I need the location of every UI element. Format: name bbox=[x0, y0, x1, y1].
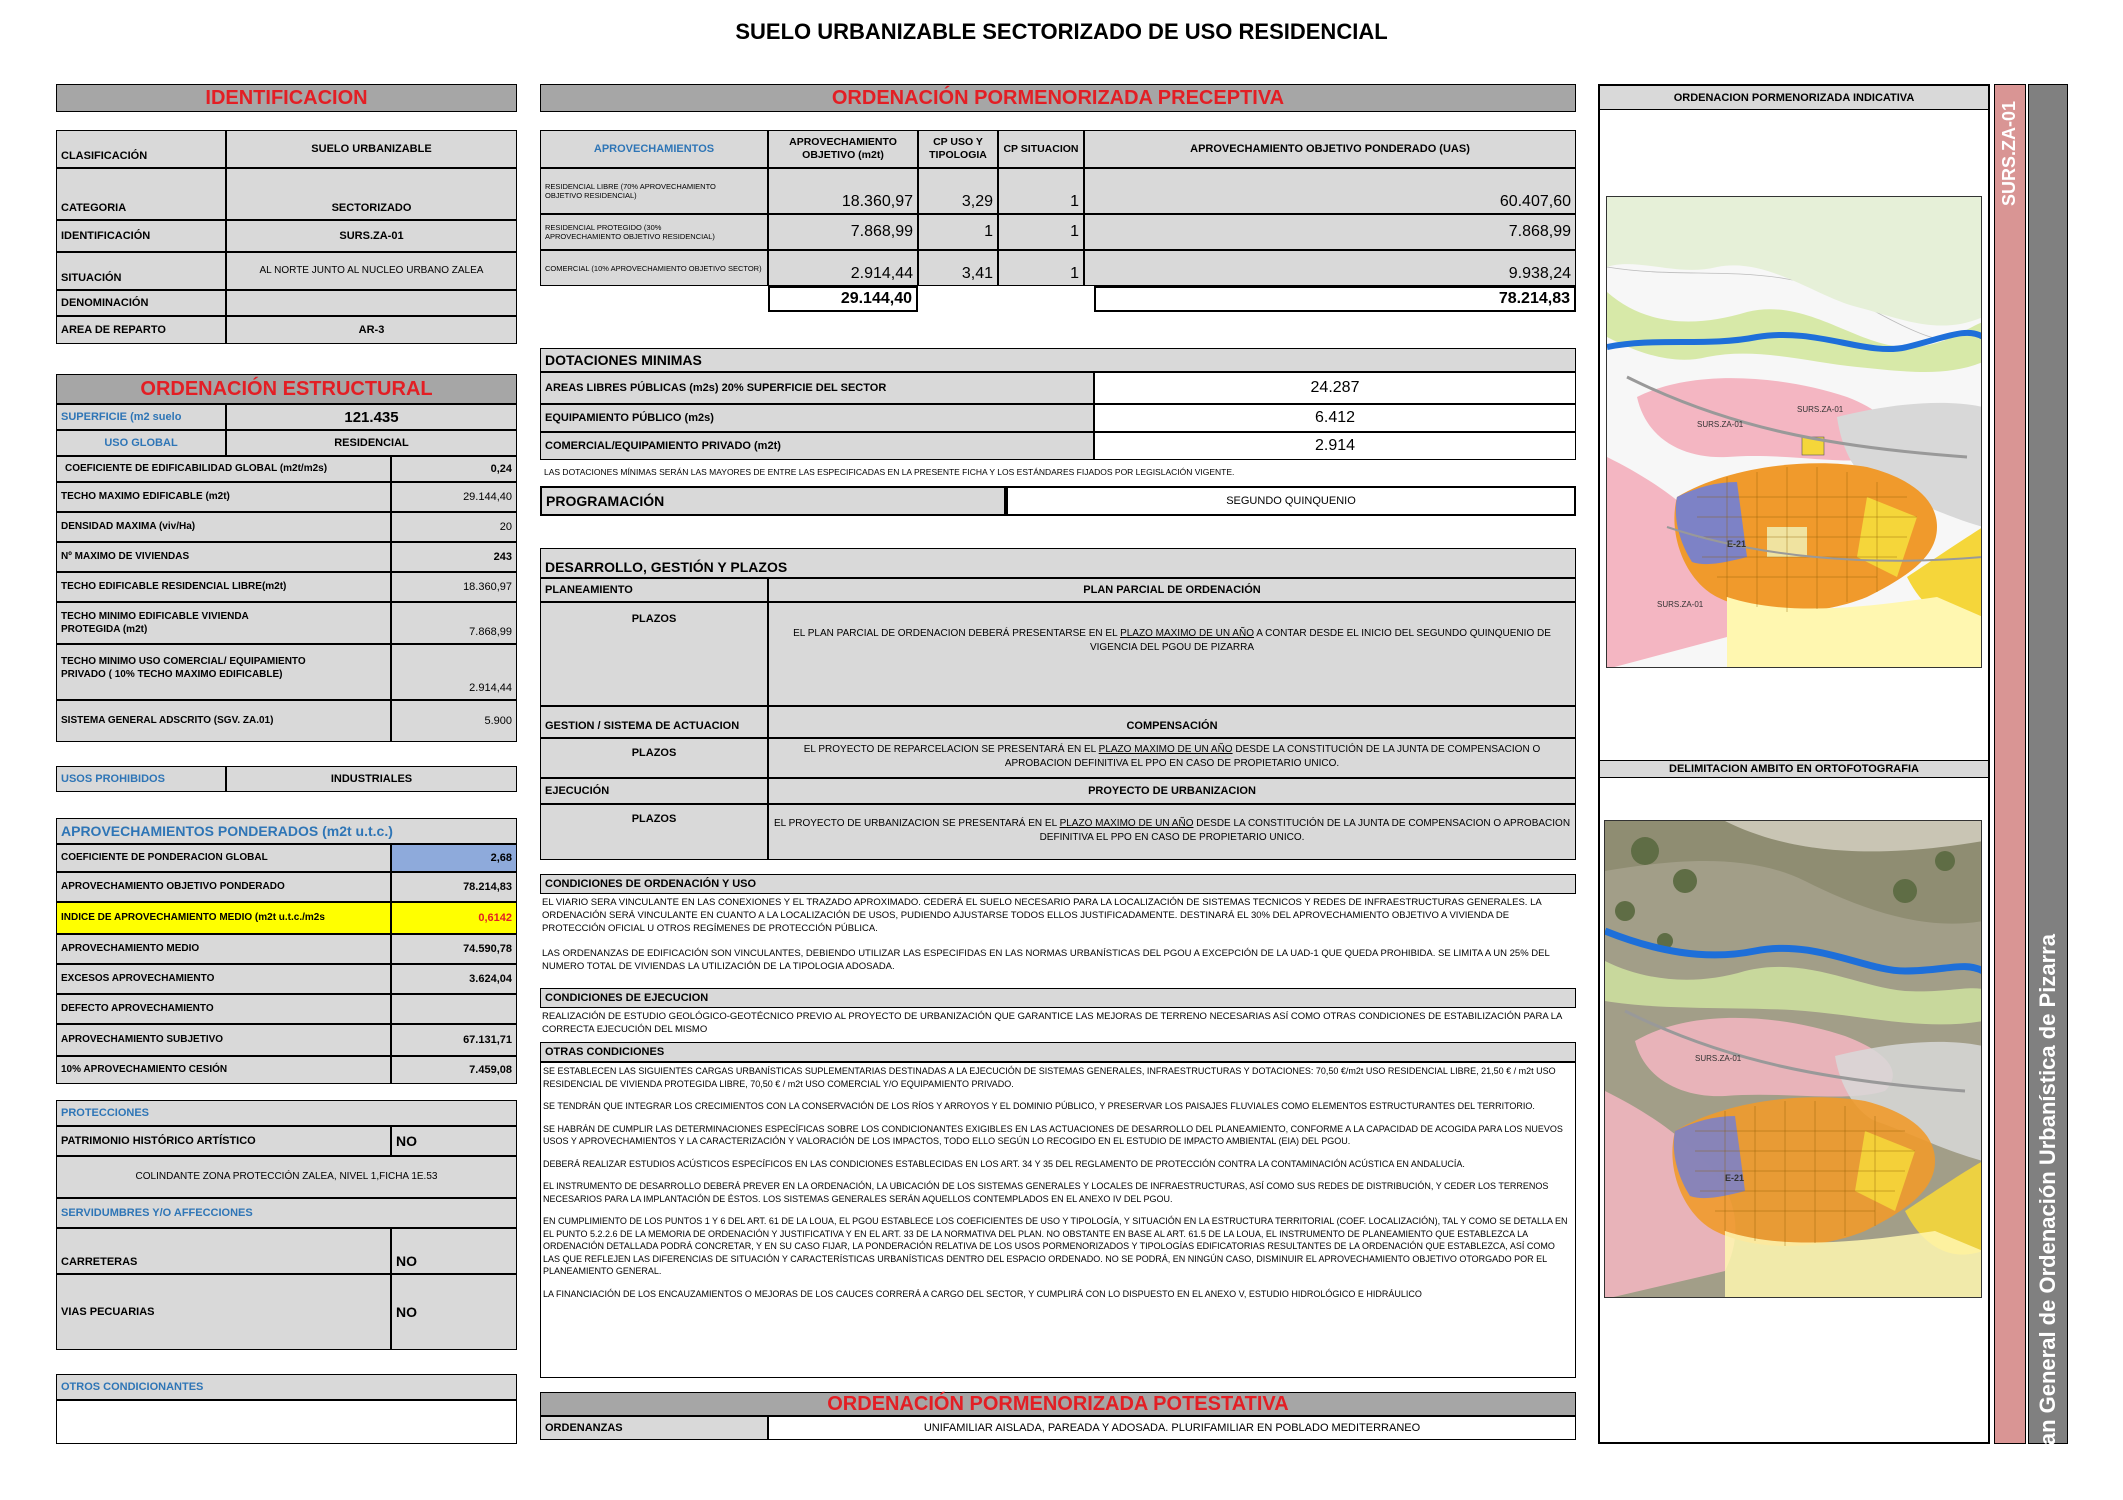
dotaciones-note: LAS DOTACIONES MÍNIMAS SERÁN LAS MAYORES DE ENTRE LAS ESPECIFICADAS EN LA PRESENTE FICHA Y LOS ESTÁNDARES FIJADOS POR LEGISLACIÓN VIGENTE. bbox=[544, 467, 1235, 477]
otras-p3: SE HABRÁN DE CUMPLIR LAS DETERMINACIONES ESPECÍFICAS SOBRE LOS CONDICIONANTES EXIGIBLES EN LAS ACTUACIONES DE DESARROLLO DEL PLANEAMIENTO, CONFORME A LA CAPACIDAD DE ACOGIDA PARA LOS NUEVOS USOS Y APROVECHAMIENTOS Y LA CARACTERIZACIÓN Y VALORACIÓN DE LOS IMPACTOS, TODO ELLO SEGÚN LO RECOGIDO EN EL ESTUDIO DE IMPACTO AMBIENTAL (EIA) DEL PGOU. bbox=[543, 1123, 1563, 1146]
techo-protegida-label: TECHO MINIMO EDIFICABLE VIVIENDA PROTEGIDA (m2t) bbox=[56, 602, 391, 644]
sistema-general-value: 5.900 bbox=[391, 700, 517, 742]
identificacion-header: IDENTIFICACION bbox=[56, 84, 517, 112]
side-code-wrap bbox=[1995, 93, 2025, 213]
sistema-general-label: SISTEMA GENERAL ADSCRITO (SGV. ZA.01) bbox=[56, 700, 391, 742]
otros-condicionantes-box bbox=[56, 1400, 517, 1444]
situacion-label: SITUACIÓN bbox=[56, 252, 226, 290]
residencial-protegido-d: 7.868,99 bbox=[1084, 214, 1576, 250]
condiciones-ejecucion-header: CONDICIONES DE EJECUCION bbox=[540, 988, 1576, 1008]
potestativa-header: ORDENACIÓN PORMENORIZADA POTESTATIVA bbox=[540, 1392, 1576, 1416]
residencial-protegido-a: 7.868,99 bbox=[768, 214, 918, 250]
identificacion-value: SURS.ZA-01 bbox=[226, 220, 517, 252]
ordenacion-map-svg bbox=[1607, 197, 1982, 668]
residencial-libre-b: 3,29 bbox=[918, 168, 998, 214]
plazos-3-text: EL PROYECTO DE URBANIZACION SE PRESENTARÁ EN EL PLAZO MAXIMO DE UN AÑO DESDE LA CONSTITUCIÓN DE LA JUNTA DE COMPENSACION O APROBACION DEFINITIVA EL PPO EN CASO DE PROPIETARIO UNICO. bbox=[768, 804, 1576, 860]
denominacion-label: DENOMINACIÓN bbox=[56, 290, 226, 316]
comercial-privado-label: COMERCIAL/EQUIPAMIENTO PRIVADO (m2t) bbox=[540, 432, 1094, 460]
total-aprov-objetivo: 29.144,40 bbox=[768, 286, 918, 312]
comercial-d: 9.938,24 bbox=[1084, 250, 1576, 286]
vias-pecuarias-value: NO bbox=[391, 1274, 517, 1350]
comercial-b: 3,41 bbox=[918, 250, 998, 286]
comercial-label: COMERCIAL (10% APROVECHAMIENTO OBJETIVO SECTOR) bbox=[540, 250, 768, 286]
condiciones-ejecucion-body bbox=[540, 1008, 1576, 1038]
excesos-value: 3.624,04 bbox=[391, 964, 517, 994]
otras-p4: DEBERÁ REALIZAR ESTUDIOS ACÚSTICOS ESPECÍFICOS EN LAS CONDICIONES ESTABLECIDAS EN LOS ART. 34 Y 35 DEL REGLAMENTO DE PROTECCIÓN CONTRA LA CONTAMINACIÓN ACÚSTICA EN ANDALUCÍA. bbox=[543, 1158, 1465, 1169]
otras-p5: EL INSTRUMENTO DE DESARROLLO DEBERÁ PREVER EN LA ORDENACIÓN, LA UBICACIÓN DE LOS SISTEMAS GENERALES Y LOCALES DE INFRAESTRUCTURAS, ASÍ COMO SUS REDES DE DISTRIBUCIÓN, Y CEDER LOS TERRENOS NECESARIOS PARA LA IMPLANTACIÓN DE ÉSTOS. LOS SISTEMAS GENERALES SERÁN AQUELLOS CONTEMPLADOS EN EL ANEXO IV DEL PGOU. bbox=[543, 1181, 1549, 1204]
otras-condiciones-header: OTRAS CONDICIONES bbox=[540, 1042, 1576, 1062]
categoria-label: CATEGORIA bbox=[56, 168, 226, 220]
aprov-medio-value: 74.590,78 bbox=[391, 934, 517, 964]
dotaciones-header: DOTACIONES MINIMAS bbox=[540, 348, 1576, 372]
map2-label-1: SURS.ZA-01 bbox=[1695, 1054, 1742, 1063]
map1-label-2: SURS.ZA-01 bbox=[1797, 405, 1844, 414]
carreteras-value: NO bbox=[391, 1228, 517, 1274]
plazos-2-text: EL PROYECTO DE REPARCELACION SE PRESENTARÁ EN EL PLAZO MAXIMO DE UN AÑO DESDE LA CONSTITUCIÓN DE LA JUNTA DE COMPENSACION O APROBACION DEFINITIVA EL PPO EN CASO DE PROPIETARIO UNICO. bbox=[768, 738, 1576, 778]
cond-ejecucion-p1: REALIZACIÓN DE ESTUDIO GEOLÓGICO-GEOTÉCNICO PREVIO AL PROYECTO DE URBANIZACIÓN QUE GARANTICE LAS MEJORAS DE TERRENO NECESARIAS ASÍ COMO OTRAS CONDICIONES DE ESTABILIZACIÓN PARA LA CORRECTA EJECUCIÓN DEL MISMO bbox=[542, 1011, 1562, 1035]
otras-p7: LA FINANCIACIÓN DE LOS ENCAUZAMIENTOS O MEJORAS DE LOS CAUCES CORRERÁ A CARGO DEL SECTOR, Y CUMPLIRÁ CON LO DISPUESTO EN EL ANEXO V, ESTUDIO HIDROLÓGICO E HIDRÁULICO bbox=[543, 1288, 1422, 1299]
techo-protegida-value: 7.868,99 bbox=[391, 602, 517, 644]
map1-label-4: E-21 bbox=[1727, 539, 1747, 549]
cond-ordenacion-p2: LAS ORDENANZAS DE EDIFICACIÓN SON VINCULANTES, DEBIENDO UTILIZAR LAS ESPECIFIDAS EN LAS NORMAS URBANÍSTICAS DEL PGOU A EXCEPCIÓN DE LA UAD-1 QUE QUEDA PROHIBIDA. SE LIMITA A UN 25% DEL NUMERO TOTAL DE VIVIENDAS LA UTILIZACIÓN DE LA TIPOLOGIA ADOSADA. bbox=[542, 948, 1550, 972]
indice-aprov-label: INDICE DE APROVECHAMIENTO MEDIO (m2t u.t.c./m2s bbox=[56, 902, 391, 934]
comercial-c: 1 bbox=[998, 250, 1084, 286]
indice-aprov-value: 0,6142 bbox=[391, 902, 517, 934]
residencial-libre-c: 1 bbox=[998, 168, 1084, 214]
otras-condiciones-body bbox=[540, 1062, 1576, 1378]
defecto-label: DEFECTO APROVECHAMIENTO bbox=[56, 994, 391, 1024]
cond-ordenacion-p1: EL VIARIO SERA VINCULANTE EN LAS CONEXIONES Y EL TRAZADO APROXIMADO. CEDERÁ EL SUELO NECESARIO PARA LA LOCALIZACIÓN DE SISTEMAS TECNICOS Y REDES DE INFRAESTRUCTURAS GENERALES. LA ORDENACIÓN SERÁ VINCULANTE EN CUANTO A LA LOCALIZACIÓN DE USOS, PUDIENDO AJUSTARSE TODOS ELLOS JUSTIFICADAMENTE. DESTINARÁ EL 30% DEL APROVECHAMIENTO OBJETIVO A VIVIENDA DE PROTECCIÓN OFICIAL U OTROS REGÍMENES DE PROTECCIÓN PÚBLICA. bbox=[542, 897, 1542, 934]
excesos-label: EXCESOS APROVECHAMIENTO bbox=[56, 964, 391, 994]
comercial-privado-value: 2.914 bbox=[1094, 432, 1576, 460]
patrimonio-note: COLINDANTE ZONA PROTECCIÓN ZALEA, NIVEL 1,FICHA 1E.53 bbox=[56, 1156, 517, 1198]
coef-ponderacion-value: 2,68 bbox=[391, 844, 517, 872]
total-aprov-ponderado: 78.214,83 bbox=[1094, 286, 1576, 312]
techo-max-label: TECHO MAXIMO EDIFICABLE (m2t) bbox=[56, 482, 391, 512]
residencial-libre-a: 18.360,97 bbox=[768, 168, 918, 214]
cp-uso-col-header: CP USO Y TIPOLOGIA bbox=[918, 130, 998, 168]
planeamiento-label: PLANEAMIENTO bbox=[540, 578, 768, 602]
residencial-protegido-c: 1 bbox=[998, 214, 1084, 250]
residencial-protegido-label: RESIDENCIAL PROTEGIDO (30% APROVECHAMIENTO OBJETIVO RESIDENCIAL) bbox=[540, 214, 768, 250]
ortofoto-map bbox=[1604, 820, 1982, 1298]
plazos-1-text: EL PLAN PARCIAL DE ORDENACION DEBERÁ PRESENTARSE EN EL PLAZO MAXIMO DE UN AÑO A CONTAR DESDE EL INICIO DEL SEGUNDO QUINQUENIO DE VIGENCIA DEL PGOU DE PIZARRA bbox=[768, 602, 1576, 706]
equipamiento-publico-value: 6.412 bbox=[1094, 404, 1576, 432]
gestion-value: COMPENSACIÓN bbox=[768, 706, 1576, 738]
plazos-3-label: PLAZOS bbox=[540, 804, 768, 860]
side-code: SURS.ZA-01 bbox=[1999, 100, 2020, 206]
cesion-value: 7.459,08 bbox=[391, 1056, 517, 1084]
viviendas-value: 243 bbox=[391, 542, 517, 572]
denominacion-value bbox=[226, 290, 517, 316]
ordenanzas-label: ORDENANZAS bbox=[540, 1416, 768, 1440]
viviendas-label: Nº MAXIMO DE VIVIENDAS bbox=[56, 542, 391, 572]
programacion-label: PROGRAMACIÓN bbox=[540, 486, 1006, 516]
aprov-subjetivo-value: 67.131,71 bbox=[391, 1024, 517, 1056]
side-gray-strip bbox=[2028, 84, 2068, 1466]
superficie-label: SUPERFICIE (m2 suelo bbox=[56, 404, 226, 430]
otros-condicionantes-header: OTROS CONDICIONANTES bbox=[56, 1374, 517, 1400]
map2-label-2: E-21 bbox=[1725, 1173, 1745, 1183]
densidad-label: DENSIDAD MAXIMA (viv/Ha) bbox=[56, 512, 391, 542]
side-pink-strip bbox=[1994, 84, 2026, 1444]
cp-situacion-col-header: CP SITUACION bbox=[998, 130, 1084, 168]
side-plan-title: Plan General de Ordenación Urbanística de Pizarra bbox=[2035, 934, 2061, 1466]
ordenanzas-value: UNIFAMILIAR AISLADA, PAREADA Y ADOSADA. PLURIFAMILIAR EN POBLADO MEDITERRANEO bbox=[768, 1416, 1576, 1440]
clasificacion-value: SUELO URBANIZABLE bbox=[226, 130, 517, 168]
aprov-objetivo-value: 78.214,83 bbox=[391, 872, 517, 902]
map1-label-1: SURS.ZA-01 bbox=[1697, 420, 1744, 429]
situacion-value: AL NORTE JUNTO AL NUCLEO URBANO ZALEA bbox=[226, 252, 517, 290]
categoria-value: SECTORIZADO bbox=[226, 168, 517, 220]
aprov-ponderados-header: APROVECHAMIENTOS PONDERADOS (m2t u.t.c.) bbox=[56, 818, 517, 844]
equipamiento-publico-label: EQUIPAMIENTO PÚBLICO (m2s) bbox=[540, 404, 1094, 432]
carreteras-label: CARRETERAS bbox=[56, 1228, 391, 1274]
aprov-objetivo-label: APROVECHAMIENTO OBJETIVO PONDERADO bbox=[56, 872, 391, 902]
ejecucion-label: EJECUCIÓN bbox=[540, 778, 768, 804]
map2-title: DELIMITACION AMBITO EN ORTOFOTOGRAFIA bbox=[1600, 760, 1988, 778]
densidad-value: 20 bbox=[391, 512, 517, 542]
condiciones-ordenacion-header: CONDICIONES DE ORDENACIÓN Y USO bbox=[540, 874, 1576, 894]
programacion-value: SEGUNDO QUINQUENIO bbox=[1006, 486, 1576, 516]
protecciones-header: PROTECCIONES bbox=[56, 1100, 517, 1126]
plazos-1-label: PLAZOS bbox=[540, 602, 768, 706]
cesion-label: 10% APROVECHAMIENTO CESIÓN bbox=[56, 1056, 391, 1084]
techo-comercial-value: 2.914,44 bbox=[391, 644, 517, 700]
coef-ponderacion-label: COEFICIENTE DE PONDERACION GLOBAL bbox=[56, 844, 391, 872]
middle-column bbox=[540, 84, 1576, 1444]
maps-column bbox=[1598, 84, 1990, 1444]
coef-edif-label: COEFICIENTE DE EDIFICABILIDAD GLOBAL (m2t/m2s) bbox=[56, 456, 391, 482]
techo-libre-label: TECHO EDIFICABLE RESIDENCIAL LIBRE(m2t) bbox=[56, 572, 391, 602]
aprov-obj-col-header: APROVECHAMIENTO OBJETIVO (m2t) bbox=[768, 130, 918, 168]
identificacion-label: IDENTIFICACIÓN bbox=[56, 220, 226, 252]
otras-p6: EN CUMPLIMIENTO DE LOS PUNTOS 1 Y 6 DEL ART. 61 DE LA LOUA, EL PGOU ESTABLECE LOS COEFICIENTES DE USO Y TIPOLOGÍA, Y SITUACIÓN EN LA ESTRUCTURA TERRITORIAL (COEF. LOCALIZACIÓN), TAL Y COMO SE DETALLA EN EL PUNTO 5.2.2.6 DE LA MEMORIA DE ORDENACIÓN Y JUSTIFICATIVA Y EN EL ART. 33 DE LA NORMATIVA DEL PLAN. NO OBSTANTE EN BASE AL ART. 61.5 DE LA LOUA, EL INSTRUMENTO DE PLANEAMIENTO QUE ESTABLEZCA LA ORDENACIÓN DETALLADA PODRÁ CONCRETAR, Y EN SU CASO FIJAR, LA PONDERACIÓN RELATIVA DE LOS USOS PORMENORIZADOS Y TIPOLOGÍAS EDIFICATORIAS RESULTANTES DE LA ORDENACIÓN QUE ESTABLEZCA, ASÍ COMO LAS QUE REFLEJEN LAS DIFERENCIAS DE SITUACIÓN Y CARACTERÍSTICAS URBANÍSTICAS DENTRO DEL ESPACIO ORDENADO. NO SE PODRÁ, EN NINGÚN CASO, DISMINUIR EL APROVECHAMIENTO OBJETIVO OTORGADO POR EL PLANEAMIENTO GENERAL. bbox=[543, 1216, 1568, 1276]
otras-p2: SE TENDRÁN QUE INTEGRAR LOS CRECIMIENTOS CON LA CONSERVACIÓN DE LOS RÍOS Y ARROYOS Y EL DOMINIO PÚBLICO, Y PRESERVAR LOS PAISAJES FLUVIALES COMO ELEMENTOS ESTRUCTURANTES DEL TERRITORIO. bbox=[543, 1101, 1535, 1111]
area-reparto-label: AREA DE REPARTO bbox=[56, 316, 226, 344]
gestion-label: GESTION / SISTEMA DE ACTUACION bbox=[540, 706, 768, 738]
left-column bbox=[56, 84, 517, 1444]
techo-libre-value: 18.360,97 bbox=[391, 572, 517, 602]
ejecucion-value: PROYECTO DE URBANIZACION bbox=[768, 778, 1576, 804]
desarrollo-header: DESARROLLO, GESTIÓN Y PLAZOS bbox=[540, 548, 1576, 578]
estructural-header: ORDENACIÓN ESTRUCTURAL bbox=[56, 374, 517, 404]
aprov-subjetivo-label: APROVECHAMIENTO SUBJETIVO bbox=[56, 1024, 391, 1056]
areas-libres-label: AREAS LIBRES PÚBLICAS (m2s) 20% SUPERFICIE DEL SECTOR bbox=[540, 372, 1094, 404]
superficie-value: 121.435 bbox=[226, 404, 517, 430]
patrimonio-label: PATRIMONIO HISTÓRICO ARTÍSTICO bbox=[56, 1126, 391, 1156]
comercial-a: 2.914,44 bbox=[768, 250, 918, 286]
page-title: SUELO URBANIZABLE SECTORIZADO DE USO RESIDENCIAL bbox=[735, 19, 1388, 44]
techo-comercial-label: TECHO MINIMO USO COMERCIAL/ EQUIPAMIENTO PRIVADO ( 10% TECHO MAXIMO EDIFICABLE) bbox=[56, 644, 391, 700]
servidumbres-header: SERVIDUMBRES Y/O AFFECCIONES bbox=[56, 1198, 517, 1228]
usos-prohibidos-label: USOS PROHIBIDOS bbox=[56, 766, 226, 792]
uso-global-label: USO GLOBAL bbox=[56, 430, 226, 456]
techo-max-value: 29.144,40 bbox=[391, 482, 517, 512]
vias-pecuarias-label: VIAS PECUARIAS bbox=[56, 1274, 391, 1350]
areas-libres-value: 24.287 bbox=[1094, 372, 1576, 404]
map1-label-3: SURS.ZA-01 bbox=[1657, 600, 1704, 609]
condiciones-ordenacion-body bbox=[540, 894, 1576, 986]
aprov-pond-col-header: APROVECHAMIENTO OBJETIVO PONDERADO (UAS) bbox=[1084, 130, 1576, 168]
ortofoto-map-svg bbox=[1605, 821, 1982, 1298]
planeamiento-value: PLAN PARCIAL DE ORDENACIÓN bbox=[768, 578, 1576, 602]
plazos-2-label: PLAZOS bbox=[540, 738, 768, 778]
side-plan-wrap bbox=[2029, 934, 2067, 1466]
residencial-protegido-b: 1 bbox=[918, 214, 998, 250]
coef-edif-value: 0,24 bbox=[391, 456, 517, 482]
otras-p1: SE ESTABLECEN LAS SIGUIENTES CARGAS URBANÍSTICAS SUPLEMENTARIAS DESTINADAS A LA EJECUCIÓN DE SISTEMAS GENERALES, INFRAESTRUCTURAS Y DOTACIONES: 70,50 €/m2t USO RESIDENCIAL LIBRE, 21,50 € / m2t USO RESIDENCIAL DE VIVIENDA PROTEGIDA LIBRE, 70,50 € / m2t USO COMERCIAL Y/O EQUIPAMIENTO PRIVADO. bbox=[543, 1066, 1556, 1089]
patrimonio-value: NO bbox=[391, 1126, 517, 1156]
uso-global-value: RESIDENCIAL bbox=[226, 430, 517, 456]
preceptiva-header: ORDENACIÓN PORMENORIZADA PRECEPTIVA bbox=[540, 84, 1576, 112]
residencial-libre-d: 60.407,60 bbox=[1084, 168, 1576, 214]
defecto-value bbox=[391, 994, 517, 1024]
aprov-medio-label: APROVECHAMIENTO MEDIO bbox=[56, 934, 391, 964]
usos-prohibidos-value: INDUSTRIALES bbox=[226, 766, 517, 792]
map1-title: ORDENACION PORMENORIZADA INDICATIVA bbox=[1600, 86, 1988, 110]
aprov-col-header: APROVECHAMIENTOS bbox=[540, 130, 768, 168]
ordenacion-map bbox=[1606, 196, 1982, 668]
residencial-libre-label: RESIDENCIAL LIBRE (70% APROVECHAMIENTO OBJETIVO RESIDENCIAL) bbox=[540, 168, 768, 214]
area-reparto-value: AR-3 bbox=[226, 316, 517, 344]
clasificacion-label: CLASIFICACIÓN bbox=[56, 130, 226, 168]
